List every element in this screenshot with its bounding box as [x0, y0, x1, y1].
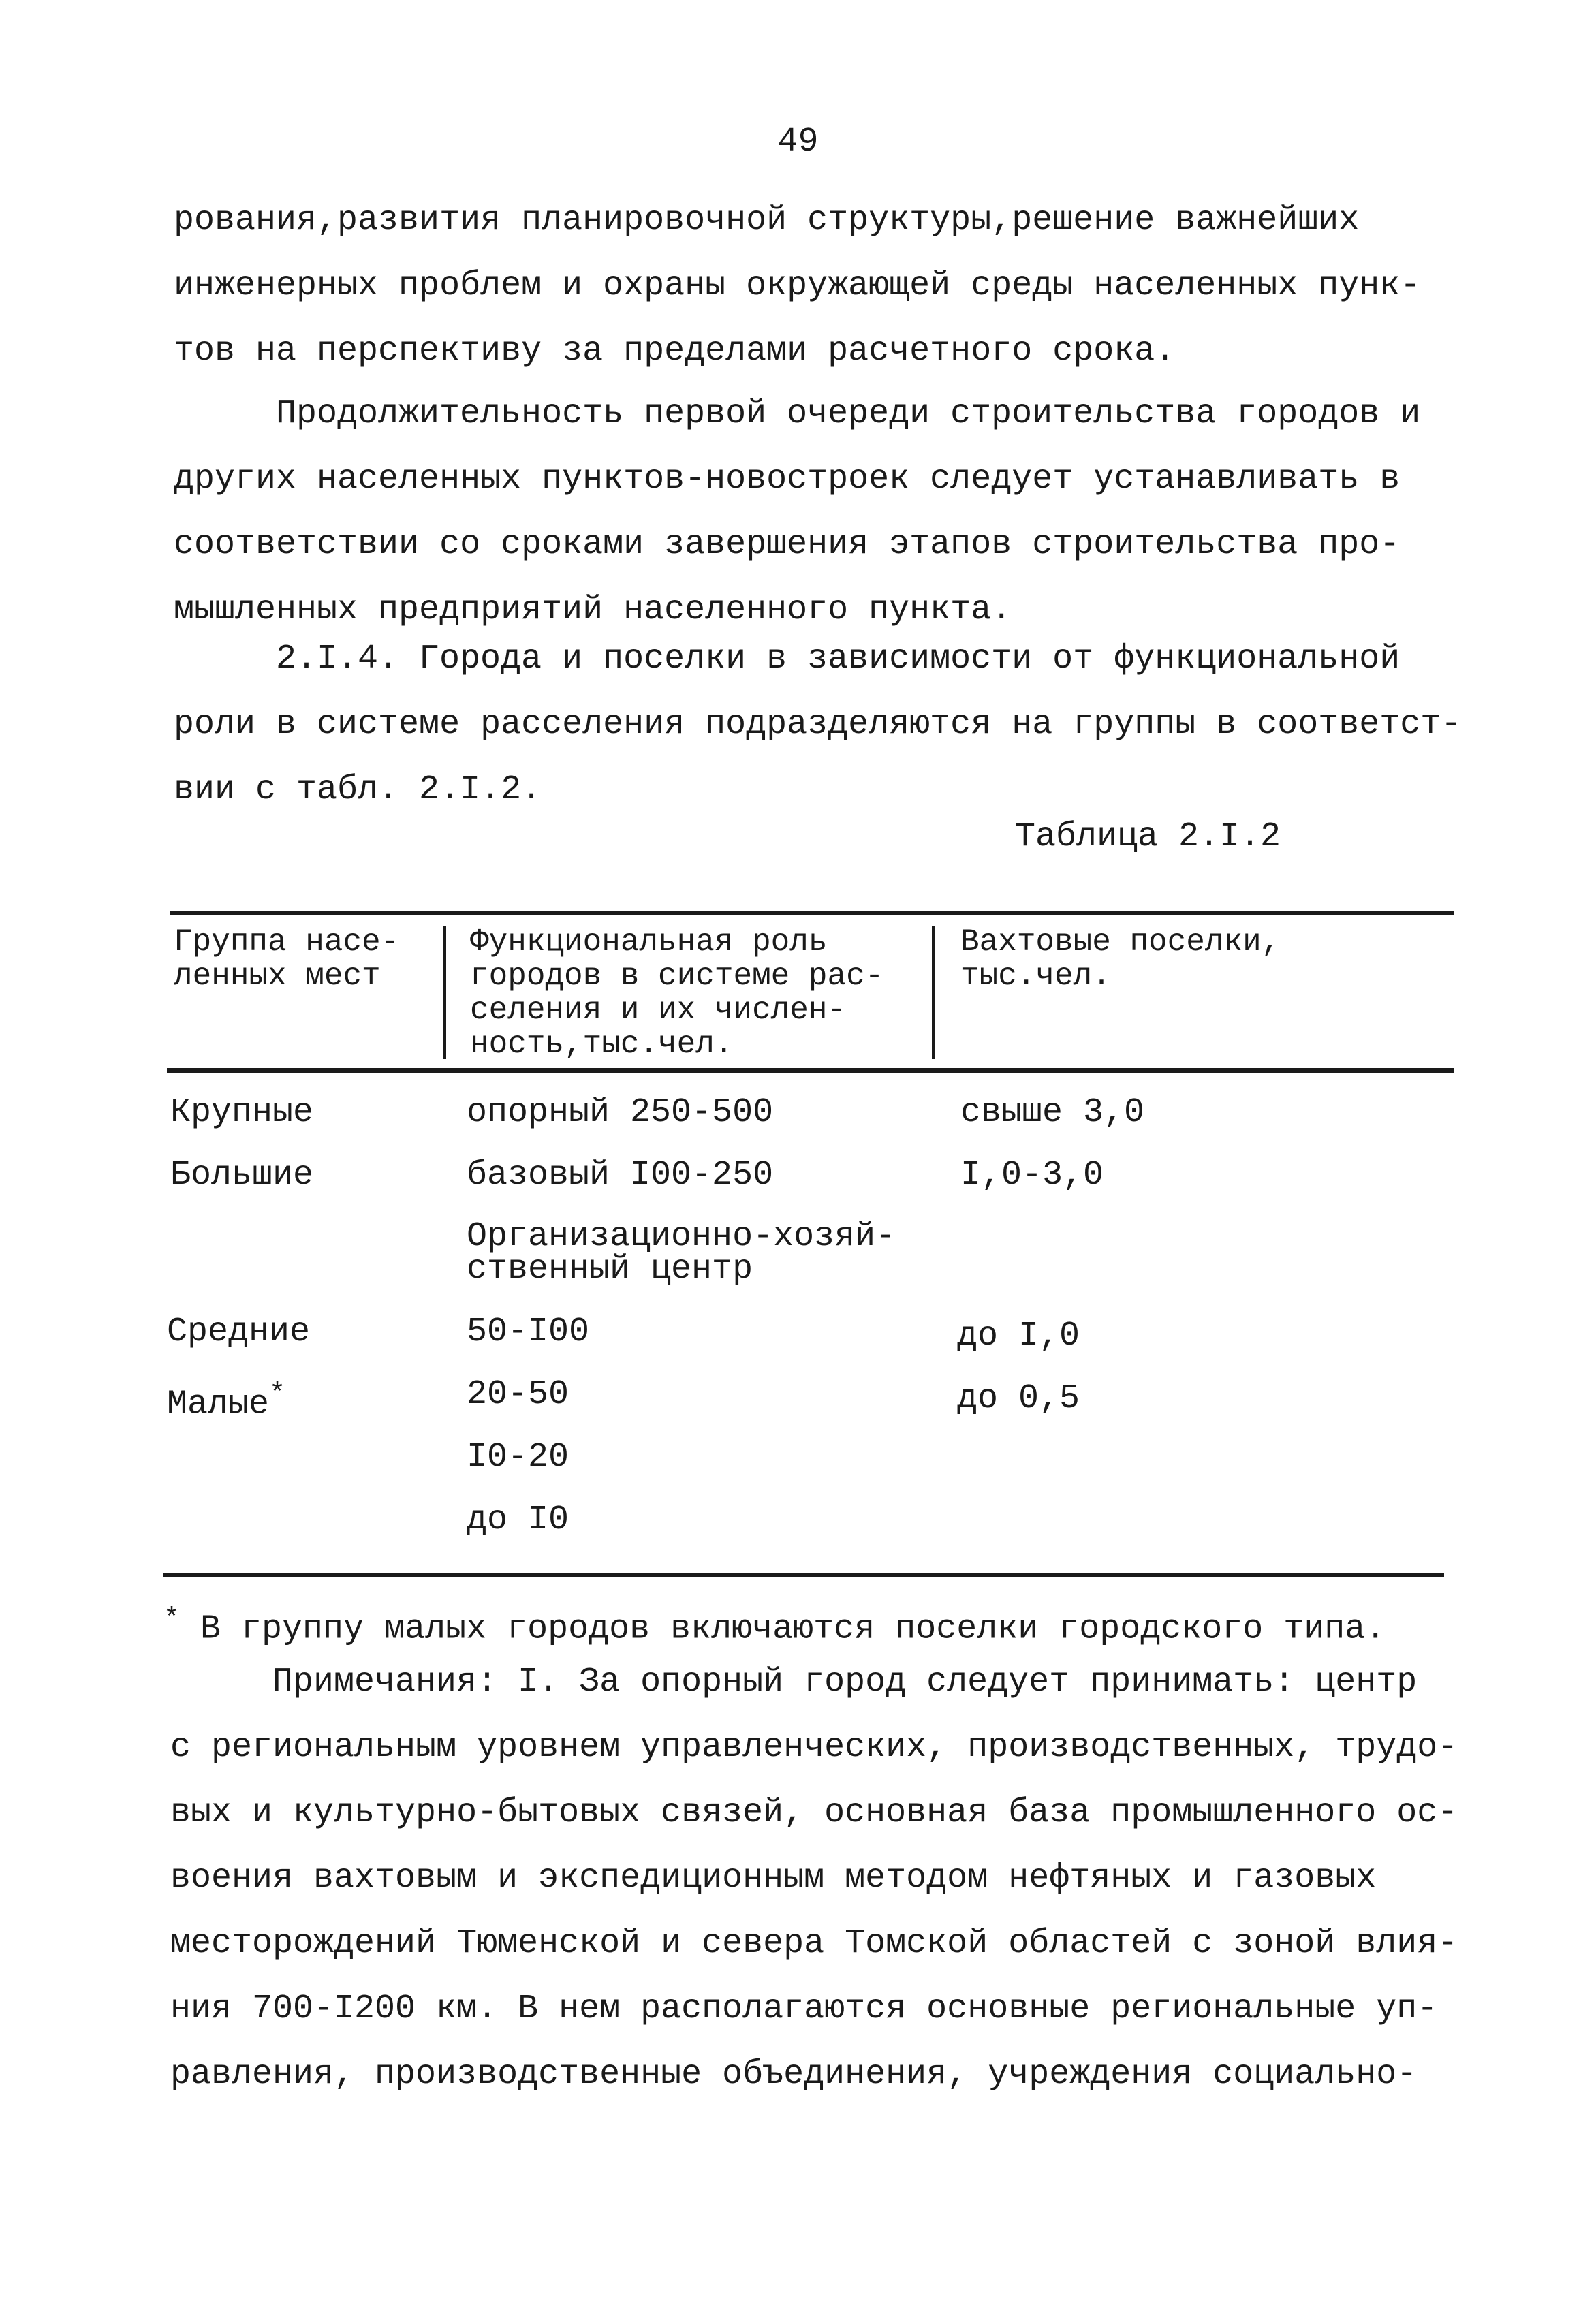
cell-role: базовый I00-250 — [467, 1156, 774, 1195]
footnote-marker: * — [269, 1379, 286, 1410]
cell-role: до I0 — [467, 1501, 569, 1539]
table-top-rule — [170, 911, 1454, 915]
paragraph-2-1-4 — [174, 627, 1462, 823]
footnote-marker: * — [163, 1604, 181, 1635]
cell-group: Малые — [167, 1385, 270, 1424]
paragraph-top — [174, 188, 1441, 384]
text-line: месторождений Тюменской и севера Томской областей с зоной влия- — [170, 1924, 1458, 1963]
table-bottom-rule — [163, 1573, 1444, 1577]
text-line: других населенных пунктов-новостроек следует устанавливать в — [174, 460, 1401, 499]
cell-shift: до I,0 — [957, 1317, 1080, 1355]
cell-role: Организационно-хозяй- ственный центр — [467, 1217, 896, 1289]
footnote — [163, 1587, 1430, 1652]
column-separator — [443, 926, 446, 1059]
paragraph-duration — [174, 381, 1441, 643]
text-line: инженерных проблем и охраны окружающей среды населенных пунк- — [174, 266, 1421, 305]
header-group: Группа насе- ленных мест — [174, 924, 400, 994]
cell-group: Большие — [170, 1156, 314, 1195]
text-line: вых и культурно-бытовых связей, основная база промышленного ос- — [170, 1793, 1458, 1832]
footnote-text: В группу малых городов включаются поселки городского типа. — [200, 1609, 1386, 1649]
column-separator — [932, 926, 935, 1059]
header-role: Функциональная роль городов в системе рас- селения и их числен- ность,тыс.чел. — [470, 924, 884, 1062]
text-line: роли в системе расселения подразделяются на группы в соответст- — [174, 705, 1462, 744]
text-line: соответствии со сроками завершения этапов строительства про- — [174, 525, 1401, 564]
text-line: равления, производственные объединения, учреждения социально- — [170, 2055, 1418, 2094]
cell-group: Крупные — [170, 1093, 314, 1132]
text-line: 2.I.4. Города и поселки в зависимости от функциональной — [276, 640, 1401, 678]
table-caption: Таблица 2.I.2 — [1015, 817, 1281, 856]
text-line: рования,развития планировочной структуры,решение важнейших — [174, 201, 1360, 240]
text-line: Продолжительность первой очереди строительства городов и — [276, 394, 1421, 433]
cell-group: Средние — [167, 1313, 311, 1351]
cell-role: I0-20 — [467, 1438, 569, 1477]
cell-shift: I,0-3,0 — [960, 1156, 1104, 1195]
header-shift-settlements: Вахтовые поселки, тыс.чел. — [960, 924, 1281, 994]
cell-role: опорный 250-500 — [467, 1093, 774, 1132]
text-line: тов на перспективу за пределами расчетного срока. — [174, 332, 1176, 371]
text-line: воения вахтовым и экспедиционным методом нефтяных и газовых — [170, 1859, 1377, 1898]
text-line: вии с табл. 2.I.2. — [174, 770, 542, 809]
cell-role: 20-50 — [467, 1375, 569, 1414]
text-line: с региональным уровнем управленческих, производственных, трудо- — [170, 1728, 1458, 1767]
footnote-line — [163, 1587, 1430, 1652]
notes — [170, 1650, 1458, 2107]
text-line: ния 700-I200 км. В нем располагаются основные региональные уп- — [170, 1990, 1438, 2028]
cell-shift: до 0,5 — [957, 1379, 1080, 1418]
cell-shift: свыше 3,0 — [960, 1093, 1145, 1132]
text-line: Примечания: I. За опорный город следует принимать: центр — [272, 1663, 1418, 1701]
cell-role: 50-I00 — [467, 1313, 590, 1351]
cell-group-with-footnote — [167, 1379, 285, 1422]
text-line: мышленных предприятий населенного пункта. — [174, 591, 1012, 629]
table-header-rule — [167, 1068, 1454, 1073]
page-number: 49 — [777, 123, 819, 161]
